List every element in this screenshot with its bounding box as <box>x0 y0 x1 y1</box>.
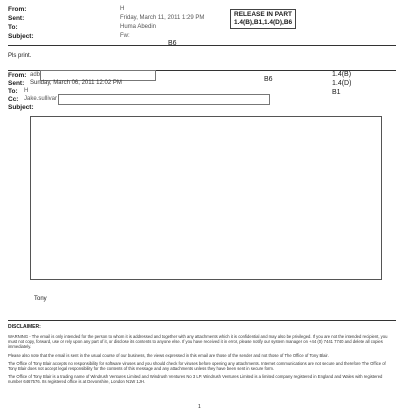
fwd-from-label: From: <box>8 72 27 79</box>
fwd-from-value: adb <box>30 72 41 78</box>
disclaimer <box>8 324 392 385</box>
page-number: 1 <box>198 404 201 410</box>
to-label: To: <box>8 24 18 31</box>
b6-mark-header: B6 <box>168 40 177 47</box>
body-line: Pls print. <box>8 53 32 59</box>
code-2: 1.4(D) <box>332 80 352 87</box>
from-label: From: <box>8 6 27 13</box>
from-value: H <box>120 6 125 12</box>
fwd-subject-label: Subject: <box>8 104 34 111</box>
fwd-to-label: To: <box>8 88 18 95</box>
signature: Tony <box>34 296 47 302</box>
code-3: B1 <box>332 89 341 96</box>
b6-mark-forward: B6 <box>264 76 273 83</box>
sent-label: Sent: <box>8 15 25 22</box>
to-value: Huma Abedin <box>120 24 157 30</box>
redaction-box <box>58 94 270 105</box>
disclaimer-para-3: The Office of Tony Blair accepts no responsibility for software viruses and you should check for viruses before opening any attachments. Internet communications are not secure and therefore The Office of Tony Blair does not accept legal responsibility for the contents of this message and any attachments unless they have been sent in secure form. <box>8 360 386 372</box>
disclaimer-para-4: The Office of Tony Blair is a trading name of Windrush Ventures Limited and Windrush Ventures No 3 LP. Windrush Ventures Limited is a limited company registered in England and Wales with registered number 6467576. Its registered office is at Devonshire, London N1W 1JH. <box>8 374 383 385</box>
disclaimer-para-2: Please also note that the email is sent in the usual course of our business, the views expressed in this email are those of the sender and not those of The Office of Tony Blair. <box>8 352 329 358</box>
fwd-to-value: H <box>24 88 29 94</box>
release-line-2: 1.4(B),B1,1.4(D),B6 <box>234 19 293 26</box>
subject-label: Subject: <box>8 33 34 40</box>
disclaimer-para-1: WARNING - The email is only intended for the person to whom it is addressed and together with any attachments which it is confidential and may also be privileged. If you are not the intended recipient, you must not copy, forward, use or rely upon any part of it, or disclose its contents to anyone else. If you have received it in error, please notify our system manager on +44 (0) 7441 7740 and delete all copies immediately. <box>8 334 388 350</box>
fwd-sent-label: Sent: <box>8 80 25 87</box>
redacted-body-box <box>30 116 382 280</box>
sent-value: Friday, March 11, 2011 1:29 PM <box>120 15 205 21</box>
fwd-cc-label: Cc: <box>8 96 19 103</box>
code-1: 1.4(B) <box>332 71 352 78</box>
release-line-1: RELEASE IN PART <box>234 11 293 18</box>
disclaimer-divider <box>8 320 396 321</box>
header-divider <box>8 45 396 46</box>
fwd-sent-value: Sunday, March 06, 2011 12:02 PM <box>30 80 122 86</box>
release-stamp <box>230 9 296 29</box>
fwd-cc-value: Jake.sullivar <box>24 96 58 102</box>
classification-codes <box>332 70 351 97</box>
disclaimer-title: DISCLAIMER: <box>8 324 41 330</box>
subject-value: Fw: <box>120 33 130 39</box>
